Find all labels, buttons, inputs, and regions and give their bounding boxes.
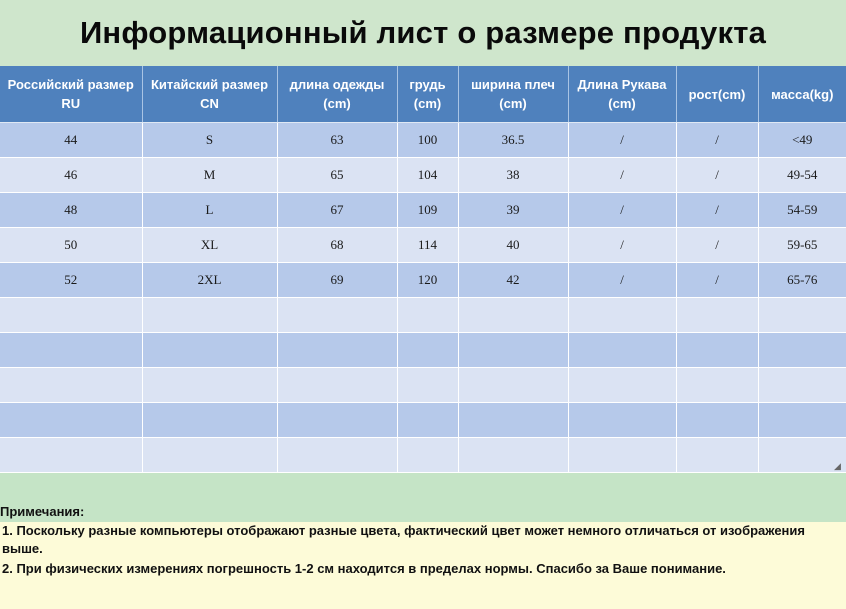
table-cell [0,438,142,473]
table-cell [758,403,846,438]
table-cell: 114 [397,228,458,263]
table-row [0,333,846,368]
table-row [0,298,846,333]
table-row [0,123,846,158]
table-cell: 69 [277,263,397,298]
table-cell [758,333,846,368]
header-chest: грудь (cm) [397,66,458,123]
table-cell [142,298,277,333]
table-cell [458,298,568,333]
table-cell: / [676,193,758,228]
table-row [0,263,846,298]
table-cell [458,368,568,403]
table-row [0,228,846,263]
table-cell: S [142,123,277,158]
table-cell: / [676,158,758,193]
table-cell: 44 [0,123,142,158]
table-cell: L [142,193,277,228]
table-row [0,158,846,193]
table-cell: 68 [277,228,397,263]
table-cell: 65 [277,158,397,193]
table-cell [397,368,458,403]
table-cell: 59-65 [758,228,846,263]
header-cn-size: Китайский размер CN [142,66,277,123]
table-cell [568,403,676,438]
table-header-row [0,66,846,123]
table-cell [568,333,676,368]
table-cell: 65-76 [758,263,846,298]
table-cell: / [676,123,758,158]
table-cell: 52 [0,263,142,298]
table-cell [568,438,676,473]
table-cell [397,438,458,473]
notes-title: Примечания: [0,504,85,519]
table-row [0,368,846,403]
table-cell [458,438,568,473]
table-cell [458,333,568,368]
table-cell: / [568,158,676,193]
notes-section [0,500,846,609]
table-cell [676,368,758,403]
resize-corner-icon: ◢ [834,461,841,471]
table-cell: 104 [397,158,458,193]
table-cell [0,333,142,368]
table-cell: / [676,263,758,298]
table-cell [277,298,397,333]
table-cell: 49-54 [758,158,846,193]
notes-box [0,522,846,609]
table-cell: 54-59 [758,193,846,228]
table-cell [142,403,277,438]
table-cell: <49 [758,123,846,158]
table-cell: 50 [0,228,142,263]
table-cell: / [676,228,758,263]
table-cell [758,368,846,403]
table-cell [0,403,142,438]
table-cell [397,298,458,333]
table-cell [277,403,397,438]
table-cell: M [142,158,277,193]
table-cell [568,298,676,333]
header-weight: масса(kg) [758,66,846,123]
header-sleeve: Длина Рукава (cm) [568,66,676,123]
table-cell: / [568,123,676,158]
table-cell [277,368,397,403]
table-row [0,193,846,228]
table-cell [676,403,758,438]
header-height: рост(cm) [676,66,758,123]
header-shoulder: ширина плеч (cm) [458,66,568,123]
note-item: 2. При физических измерениях погрешность 1-2 см находится в пределах нормы. Спасибо за Ваше понимание. [2,561,726,576]
table-cell: 67 [277,193,397,228]
table-cell [397,403,458,438]
table-cell: XL [142,228,277,263]
table-cell: 48 [0,193,142,228]
table-cell: / [568,263,676,298]
table-cell: 100 [397,123,458,158]
table-cell: 36.5 [458,123,568,158]
table-cell [676,298,758,333]
table-cell: 46 [0,158,142,193]
table-cell: / [568,228,676,263]
table-cell [676,438,758,473]
table-cell [676,333,758,368]
page-title: Информационный лист о размере продукта [0,0,846,66]
table-cell [758,298,846,333]
table-cell: 42 [458,263,568,298]
table-cell: 40 [458,228,568,263]
size-table [0,66,846,473]
table-cell [458,403,568,438]
table-cell [0,298,142,333]
table-cell: 120 [397,263,458,298]
table-cell [142,438,277,473]
header-ru-size: Российский размер RU [0,66,142,123]
header-length: длина одежды (cm) [277,66,397,123]
table-row [0,403,846,438]
table-cell [277,333,397,368]
table-cell [142,333,277,368]
table-row [0,438,846,473]
table-cell [0,368,142,403]
table-cell [142,368,277,403]
table-cell: 63 [277,123,397,158]
table-cell: / [568,193,676,228]
table-cell: 2XL [142,263,277,298]
table-cell [277,438,397,473]
table-cell [397,333,458,368]
note-item: 1. Поскольку разные компьютеры отображают разные цвета, фактический цвет может немного отличаться от изображения выше. [2,523,805,556]
table-cell: 38 [458,158,568,193]
table-cell [758,438,846,473]
table-cell [568,368,676,403]
table-cell: 39 [458,193,568,228]
table-cell: 109 [397,193,458,228]
